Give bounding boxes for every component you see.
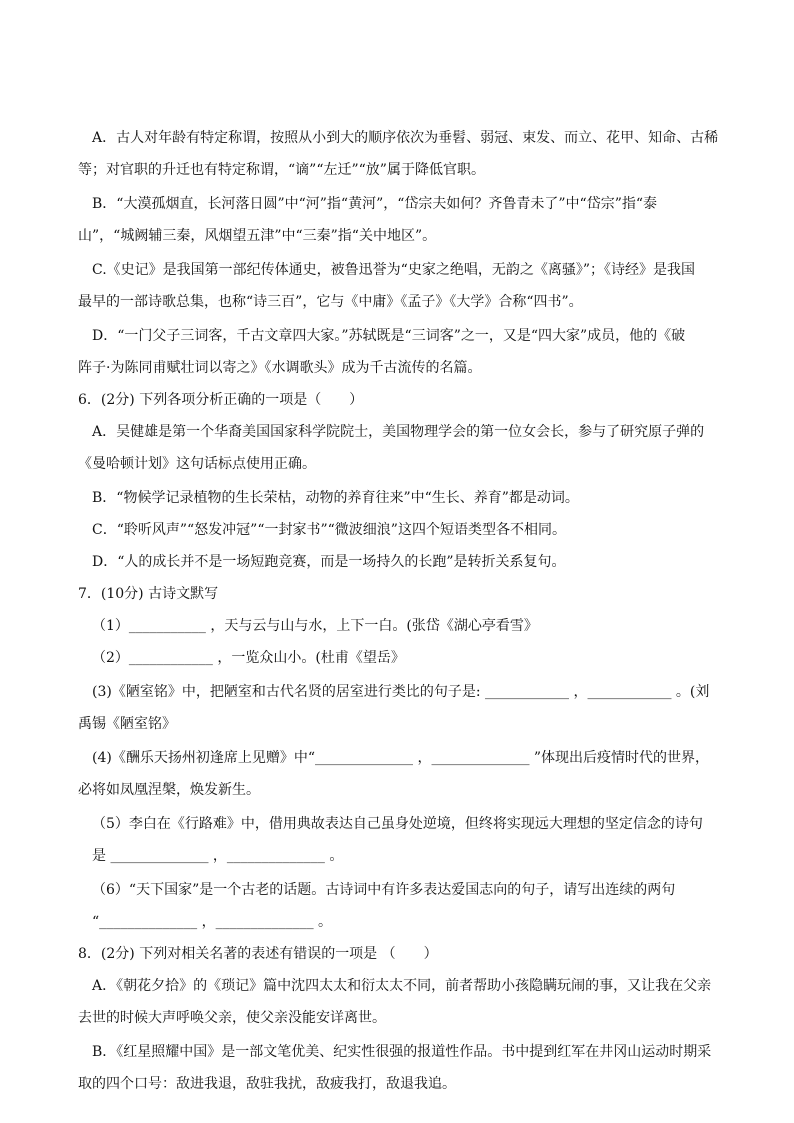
q7-item-2: （2）____________ ，一览众山小。(杜甫《望岳》	[92, 650, 405, 666]
q6-option-c: C．“聆听风声”“怒发冲冠”“一封家书”“微波细浪”这四个短语类型各不相同。	[92, 522, 566, 538]
q8-option-a-line1: A．《朝花夕拾》的《琐记》篇中沈四太太和衍太太不同，前者帮助小孩隐瞒玩闹的事，又让我在父亲	[92, 978, 712, 994]
q7-item-4-line2: 必将如凤凰涅槃，焕发新生。	[78, 782, 260, 798]
q8-option-b-line2: 取的四个口号：敌进我退，敌驻我扰，敌疲我打，敌退我追。	[78, 1076, 456, 1092]
q5-option-d-line2: 阵子·为陈同甫赋壮词以寄之》《水调歌头》成为千古流传的名篇。	[78, 360, 482, 376]
q8-stem: 8．(2分) 下列对相关名著的表述有错误的一项是 （ ）	[78, 946, 438, 962]
q7-item-6-line1: （6）“天下国家”是一个古老的话题。古诗词中有许多表达爱国志向的句子，请写出连续的两句	[92, 882, 676, 898]
q6-option-a-line2: 《曼哈顿计划》这句话标点使用正确。	[78, 456, 316, 472]
q5-option-c-line2: 最早的一部诗歌总集，也称“诗三百”，它与《中庸》《孟子》《大学》合称“四书”。	[78, 294, 583, 310]
q8-option-a-line2: 去世的时候大声呼唤父亲，使父亲没能安详离世。	[78, 1010, 386, 1026]
q6-option-a-line1: A．吴健雄是第一个华裔美国国家科学院院士，美国物理学会的第一位女会长，参与了研究原子弹的	[92, 424, 705, 440]
q5-option-d-line1: D．“一门父子三词客，千古文章四大家。”苏轼既是“三词客”之一，又是“四大家”成员，他的《破	[92, 328, 686, 344]
q6-stem: 6．(2分) 下列各项分析正确的一项是（ ）	[78, 392, 364, 408]
q7-item-3-line2: 禹锡《陋室铭》	[78, 716, 176, 732]
q7-item-5-line1: （5）李白在《行路难》中，借用典故表达自己虽身处逆境，但终将实现远大理想的坚定信念的诗句	[92, 816, 703, 832]
q8-option-b-line1: B．《红星照耀中国》是一部文笔优美、纪实性很强的报道性作品。书中提到红军在井冈山运动时期采	[92, 1044, 712, 1060]
q7-item-6-line2: “______________ ，______________ 。	[92, 914, 333, 930]
q5-option-b-line2: 山”，“城阙辅三秦，风烟望五津”中“三秦”指“关中地区”。	[78, 228, 437, 244]
q6-option-d: D．“人的成长并不是一场短跑竞赛，而是一场持久的长跑”是转折关系复句。	[92, 554, 566, 570]
q5-option-b-line1: B．“大漠孤烟直，长河落日圆”中“河”指“黄河”，“岱宗夫如何？齐鲁青未了”中“岱宗”指“泰	[92, 196, 658, 212]
q6-option-b: B．“物候学记录植物的生长荣枯，动物的养育往来”中“生长、养育”都是动词。	[92, 490, 579, 506]
q5-option-a-line2: 等；对官职的升迁也有特定称谓，“谪”“左迁”“放”属于降低官职。	[78, 162, 485, 178]
q5-option-a-line1: A．古人对年龄有特定称谓，按照从小到大的顺序依次为垂髫、弱冠、束发、而立、花甲、知命、古稀	[92, 130, 719, 146]
q7-item-5-line2: 是 ______________ ，______________ 。	[92, 848, 344, 864]
q5-option-c-line1: C.《史记》是我国第一部纪传体通史，被鲁迅誉为“史家之绝唱，无韵之《离骚》”；《诗经》是我国	[92, 262, 695, 278]
q7-stem: 7．(10分) 古诗文默写	[78, 586, 219, 602]
q7-item-4-line1: (4)《酬乐天扬州初逢席上见赠》中“______________ ，______________ ”体现出后疫情时代的世界，	[92, 750, 710, 766]
q7-item-3-line1: (3)《陋室铭》中，把陋室和古代名贤的居室进行类比的句子是: ____________ ，____________ 。(刘	[92, 684, 710, 700]
q7-item-1: （1）___________ ，天与云与山与水，上下一白。(张岱《湖心亭看雪》	[92, 618, 538, 634]
